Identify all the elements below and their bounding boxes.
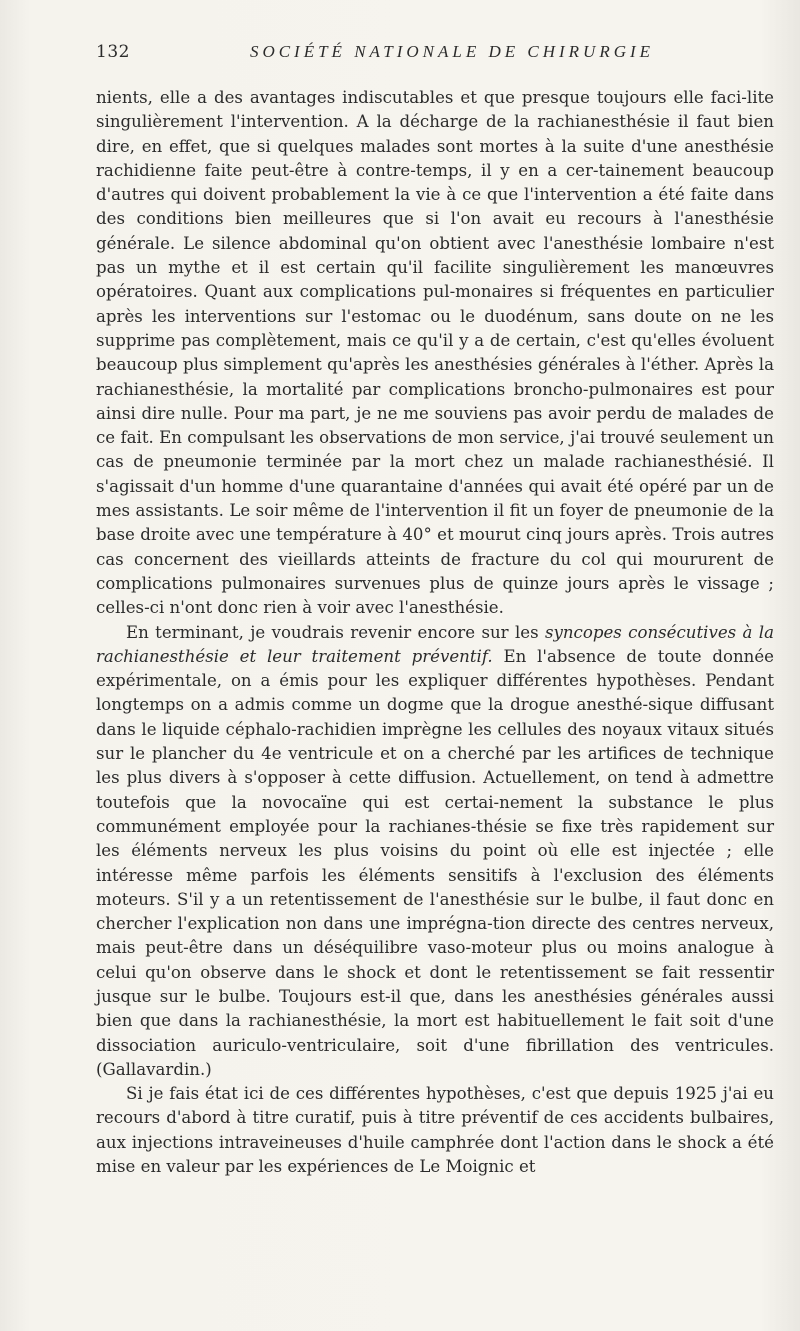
paragraph-syncopes-italic: syncopes consécutives à la rachianesthésie et leur traitement préventif. <box>96 622 775 666</box>
page-number: 132 <box>96 42 130 62</box>
paragraph-syncopes <box>96 621 774 1083</box>
paragraph-continuation: nients, elle a des avantages indiscutables et que presque toujours elle faci-lite singulièrement l'intervention. A la décharge de la rachianesthésie il faut bien dire, en effet, que si quelques malades sont mortes à la suite d'une anesthésie rachidienne faite peut-être à contre-temps, il y en a cer-tainement beaucoup d'autres qui doivent probablement la vie à ce que l'intervention a été faite dans des conditions bien meilleures que si l'on avait eu recours à l'anesthésie générale. Le silence abdominal qu'on obtient avec l'anesthésie lombaire n'est pas un mythe et il est certain qu'il facilite singulièrement les manœuvres opératoires. Quant aux complications pul-monaires si fréquentes en particulier après les interventions sur l'estomac ou le duodénum, sans doute on ne les supprime pas complètement, mais ce qu'il y a de certain, c'est qu'elles évoluent beaucoup plus simplement qu'après les anesthésies générales à l'éther. Après la rachianesthésie, la mortalité par complications broncho-pulmonaires est pour ainsi dire nulle. Pour ma part, je ne me souviens pas avoir perdu de malades de ce fait. En compulsant les observations de mon service, j'ai trouvé seulement un cas de pneumonie terminée par la mort chez un malade rachianesthésié. Il s'agissait d'un homme d'une quarantaine d'années qui avait été opéré par un de mes assistants. Le soir même de l'intervention il fit un foyer de pneumonie de la base droite avec une température à 40° et mourut cinq jours après. Trois autres cas concernent des vieillards atteints de fracture du col qui moururent de complications pulmonaires survenues plus de quinze jours après le vissage ; celles-ci n'ont donc rien à voir avec l'anesthésie. <box>96 88 774 618</box>
running-head <box>96 42 768 66</box>
paragraph-syncopes-lead: En terminant, je voudrais revenir encore sur les <box>126 622 545 642</box>
paragraph-syncopes-rest: En l'absence de toute donnée expérimentale, on a émis pour les expliquer différentes hypothèses. Pendant longtemps on a admis comme un dogme que la drogue anesthé-sique diffusant dans le liquide céphalo-rachidien imprègne les cellules des noyaux vitaux situés sur le plancher du 4e ventricule et on a cherché par les artifices de technique les plus divers à s'opposer à cette diffusion. Actuellement, on tend à admettre toutefois que la novocaïne qui est certai-nement la substance le plus communément employée pour la rachianes-thésie se fixe très rapidement sur les éléments nerveux les plus voisins du point où elle est injectée ; elle intéresse même parfois les éléments sensitifs à l'exclusion des éléments moteurs. S'il y a un retentissement de l'anesthésie sur le bulbe, il faut donc en chercher l'explication non dans une imprégna-tion directe des centres nerveux, mais peut-être dans un déséquilibre vaso-moteur plus ou moins analogue à celui qu'on observe dans le shock et dont le retentissement se fait ressentir jusque sur le bulbe. Toujours est-il que, dans les anesthésies générales aussi bien que dans la rachianesthésie, la mort est habituellement le fait soit d'une dissociation auriculo-ventriculaire, soit d'une fibrillation des ventricules. (Gallavardin.) <box>96 646 774 1079</box>
paragraph-hypotheses: Si je fais état ici de ces différentes hypothèses, c'est que depuis 1925 j'ai eu recours d'abord à titre curatif, puis à titre préventif de ces accidents bulbaires, aux injections intraveineuses d'huile camphrée dont l'action dans le shock a été mise en valeur par les expériences de Le Moignic et <box>96 1084 774 1177</box>
journal-title: SOCIÉTÉ NATIONALE DE CHIRURGIE <box>249 42 655 61</box>
body-text <box>96 86 774 1179</box>
